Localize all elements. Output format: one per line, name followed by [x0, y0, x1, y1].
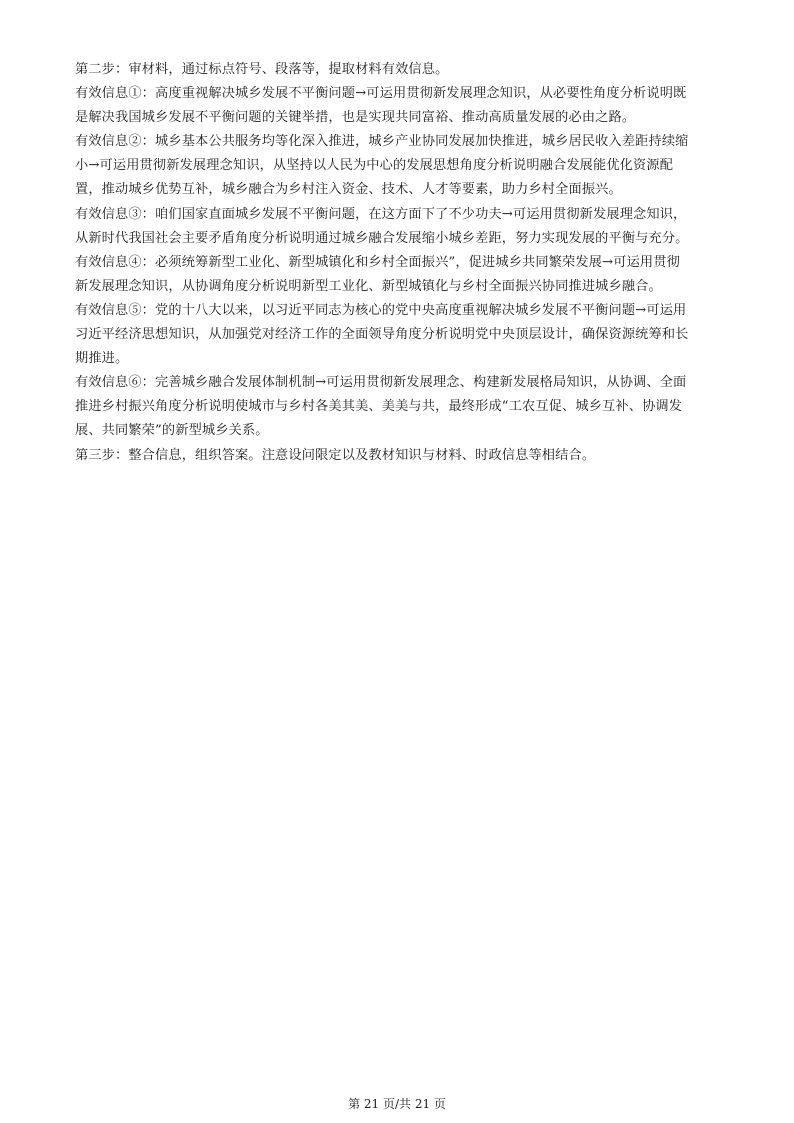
text-line-step3: 第三步：整合信息，组织答案。注意设问限定以及教材知识与材料、时政信息等相结合。: [75, 447, 596, 463]
text-line-info2-c: 置，推动城乡优势互补，城乡融合为乡村注入资金、技术、人才等要素，助力乡村全面振兴。: [75, 182, 622, 198]
text-line-info1-b: 是解决我国城乡发展不平衡问题的关键举措，也是实现共同富裕、推动高质量发展的必由之路。: [75, 110, 636, 126]
text-line-info3-a: 有效信息③：咱们国家直面城乡发展不平衡问题，在这方面下了不少功夫→可运用贯彻新发展理念知识，: [75, 206, 687, 222]
document-body: [75, 58, 720, 468]
text-line-info2-b: 小→可运用贯彻新发展理念知识，从坚持以人民为中心的发展思想角度分析说明融合发展能优化资源配: [75, 158, 674, 174]
text-line-info2-a: 有效信息②：城乡基本公共服务均等化深入推进，城乡产业协同发展加快推进，城乡居民收入差距持续缩: [75, 134, 689, 150]
text-line-info1-a: 有效信息①：高度重视解决城乡发展不平衡问题→可运用贯彻新发展理念知识，从必要性角度分析说明既: [75, 86, 687, 102]
page-number-footer: 第 21 页/共 21 页: [348, 1097, 446, 1111]
text-line-info5-c: 期推进。: [75, 351, 129, 367]
text-line-info5-b: 习近平经济思想知识，从加强党对经济工作的全面领导角度分析说明党中央顶层设计，确保资源统筹和长: [75, 327, 689, 343]
text-line-info5-a: 有效信息⑤：党的十八大以来，以习近平同志为核心的党中央高度重视解决城乡发展不平衡问题→可运用: [75, 302, 687, 318]
text-line-info6-c: 展、共同繁荣”的新型城乡关系。: [75, 423, 269, 439]
text-line-info6-b: 推进乡村振兴角度分析说明使城市与乡村各美其美、美美与共，最终形成“工农互促、城乡互补、协调发: [75, 399, 683, 415]
text-line-info3-b: 从新时代我国社会主要矛盾角度分析说明通过城乡融合发展缩小城乡差距，努力实现发展的平衡与充分。: [75, 230, 689, 246]
text-line-step2: 第二步：审材料，通过标点符号、段落等，提取材料有效信息。: [75, 62, 449, 77]
text-line-info4-a: 有效信息④：必须统筹新型工业化、新型城镇化和乡村全面振兴”，促进城乡共同繁荣发展→可运用贯彻: [75, 254, 680, 270]
text-line-info6-a: 有效信息⑥：完善城乡融合发展体制机制→可运用贯彻新发展理念、构建新发展格局知识，从协调、全面: [75, 375, 687, 391]
text-line-info4-b: 新发展理念知识，从协调角度分析说明新型工业化、新型城镇化与乡村全面振兴协同推进城乡融合。: [75, 278, 662, 294]
